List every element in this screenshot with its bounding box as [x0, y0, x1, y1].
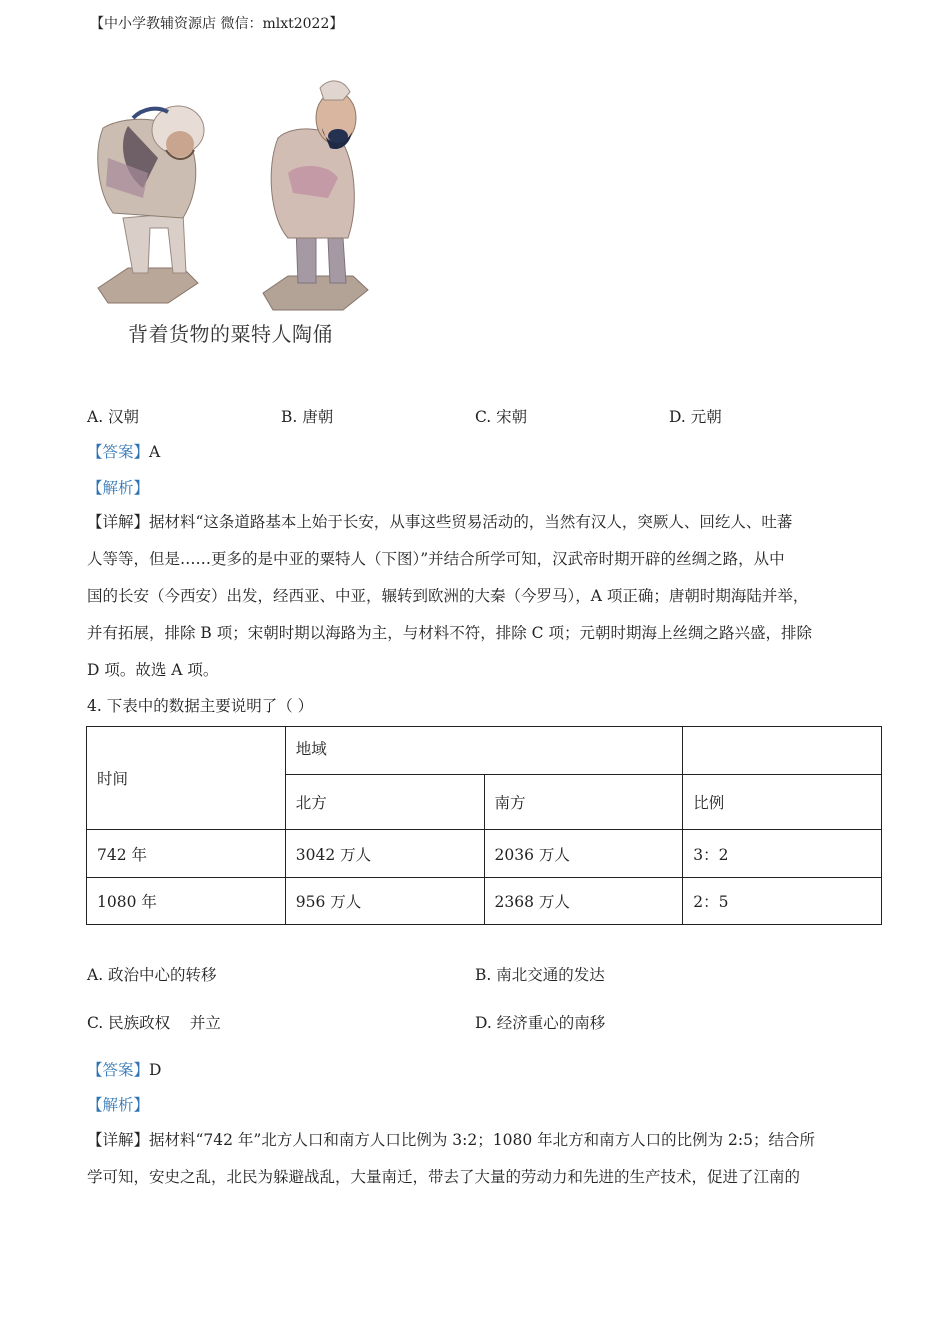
page-header: 【中小学教辅资源店 微信：mlxt2022】 — [90, 16, 344, 32]
q3-analysis-tag: 【解析】 — [87, 479, 150, 497]
q4-answer — [87, 1058, 161, 1080]
cell-south: 2036 万人 — [484, 830, 683, 878]
cell-south: 2368 万人 — [484, 878, 683, 925]
cell-ratio: 3：2 — [683, 830, 882, 878]
q3-detail-line: 国的长安（今西安）出发，经西亚、中亚，辗转到欧洲的大秦（今罗马），A 项正确；唐朝时期海陆并举， — [87, 587, 809, 605]
q4-detail-line: 学可知，安史之乱，北民为躲避战乱，大量南迁，带去了大量的劳动力和先进的生产技术，促进了江南的 — [87, 1168, 801, 1186]
right-figurine — [263, 81, 368, 310]
answer-tag: 【答案】 — [87, 1061, 150, 1079]
q4-option-a: A. 政治中心的转移 — [87, 966, 217, 984]
q4-analysis-tag: 【解析】 — [87, 1096, 150, 1114]
q4-option-d: D. 经济重心的南移 — [475, 1014, 606, 1032]
header-empty — [683, 727, 882, 775]
sogdian-figurines-image — [88, 78, 378, 318]
answer-tag: 【答案】 — [87, 443, 150, 461]
q3-detail-line: 人等等，但是……更多的是中亚的粟特人（下图）”并结合所学可知，汉武帝时期开辟的丝绸之路，从中 — [87, 550, 785, 568]
answer-value: A — [149, 443, 161, 461]
q4-detail-line: 【详解】据材料“742 年”北方人口和南方人口比例为 3:2；1080 年北方和南方人口的比例为 2:5；结合所 — [87, 1131, 815, 1149]
cell-year: 742 年 — [87, 830, 286, 878]
q3-option-d: D. 元朝 — [669, 408, 722, 426]
cell-north: 956 万人 — [285, 878, 484, 925]
cell-year: 1080 年 — [87, 878, 286, 925]
cell-ratio: 2：5 — [683, 878, 882, 925]
left-figurine — [98, 106, 204, 303]
q3-answer — [87, 440, 160, 462]
table-row — [87, 878, 882, 925]
figurine-photo — [88, 78, 378, 358]
q3-detail-line: 【详解】据材料“这条道路基本上始于长安，从事这些贸易活动的，当然有汉人，突厥人、回纥人、吐蕃 — [87, 513, 793, 531]
population-table — [86, 726, 882, 925]
q4-option-b: B. 南北交通的发达 — [475, 966, 605, 984]
table-row — [87, 830, 882, 878]
q3-option-c: C. 宋朝 — [475, 408, 528, 426]
q3-option-b: B. 唐朝 — [281, 408, 334, 426]
header-region: 地域 — [285, 727, 683, 775]
q3-option-a: A. 汉朝 — [87, 408, 140, 426]
header-south: 南方 — [484, 775, 683, 830]
q4-option-c: C. 民族政权 并立 — [87, 1014, 221, 1032]
header-ratio: 比例 — [683, 775, 882, 830]
q3-detail-line: 并有拓展，排除 B 项；宋朝时期以海路为主，与材料不符，排除 C 项；元朝时期海上丝绸之路兴盛，排除 — [87, 624, 812, 642]
header-north: 北方 — [285, 775, 484, 830]
cell-north: 3042 万人 — [285, 830, 484, 878]
q4-stem: 4. 下表中的数据主要说明了（ ） — [87, 697, 314, 715]
q3-detail-line: D 项。故选 A 项。 — [87, 661, 219, 679]
header-time: 时间 — [87, 727, 286, 830]
figure-caption: 背着货物的粟特人陶俑 — [128, 322, 333, 346]
answer-value: D — [149, 1061, 162, 1079]
